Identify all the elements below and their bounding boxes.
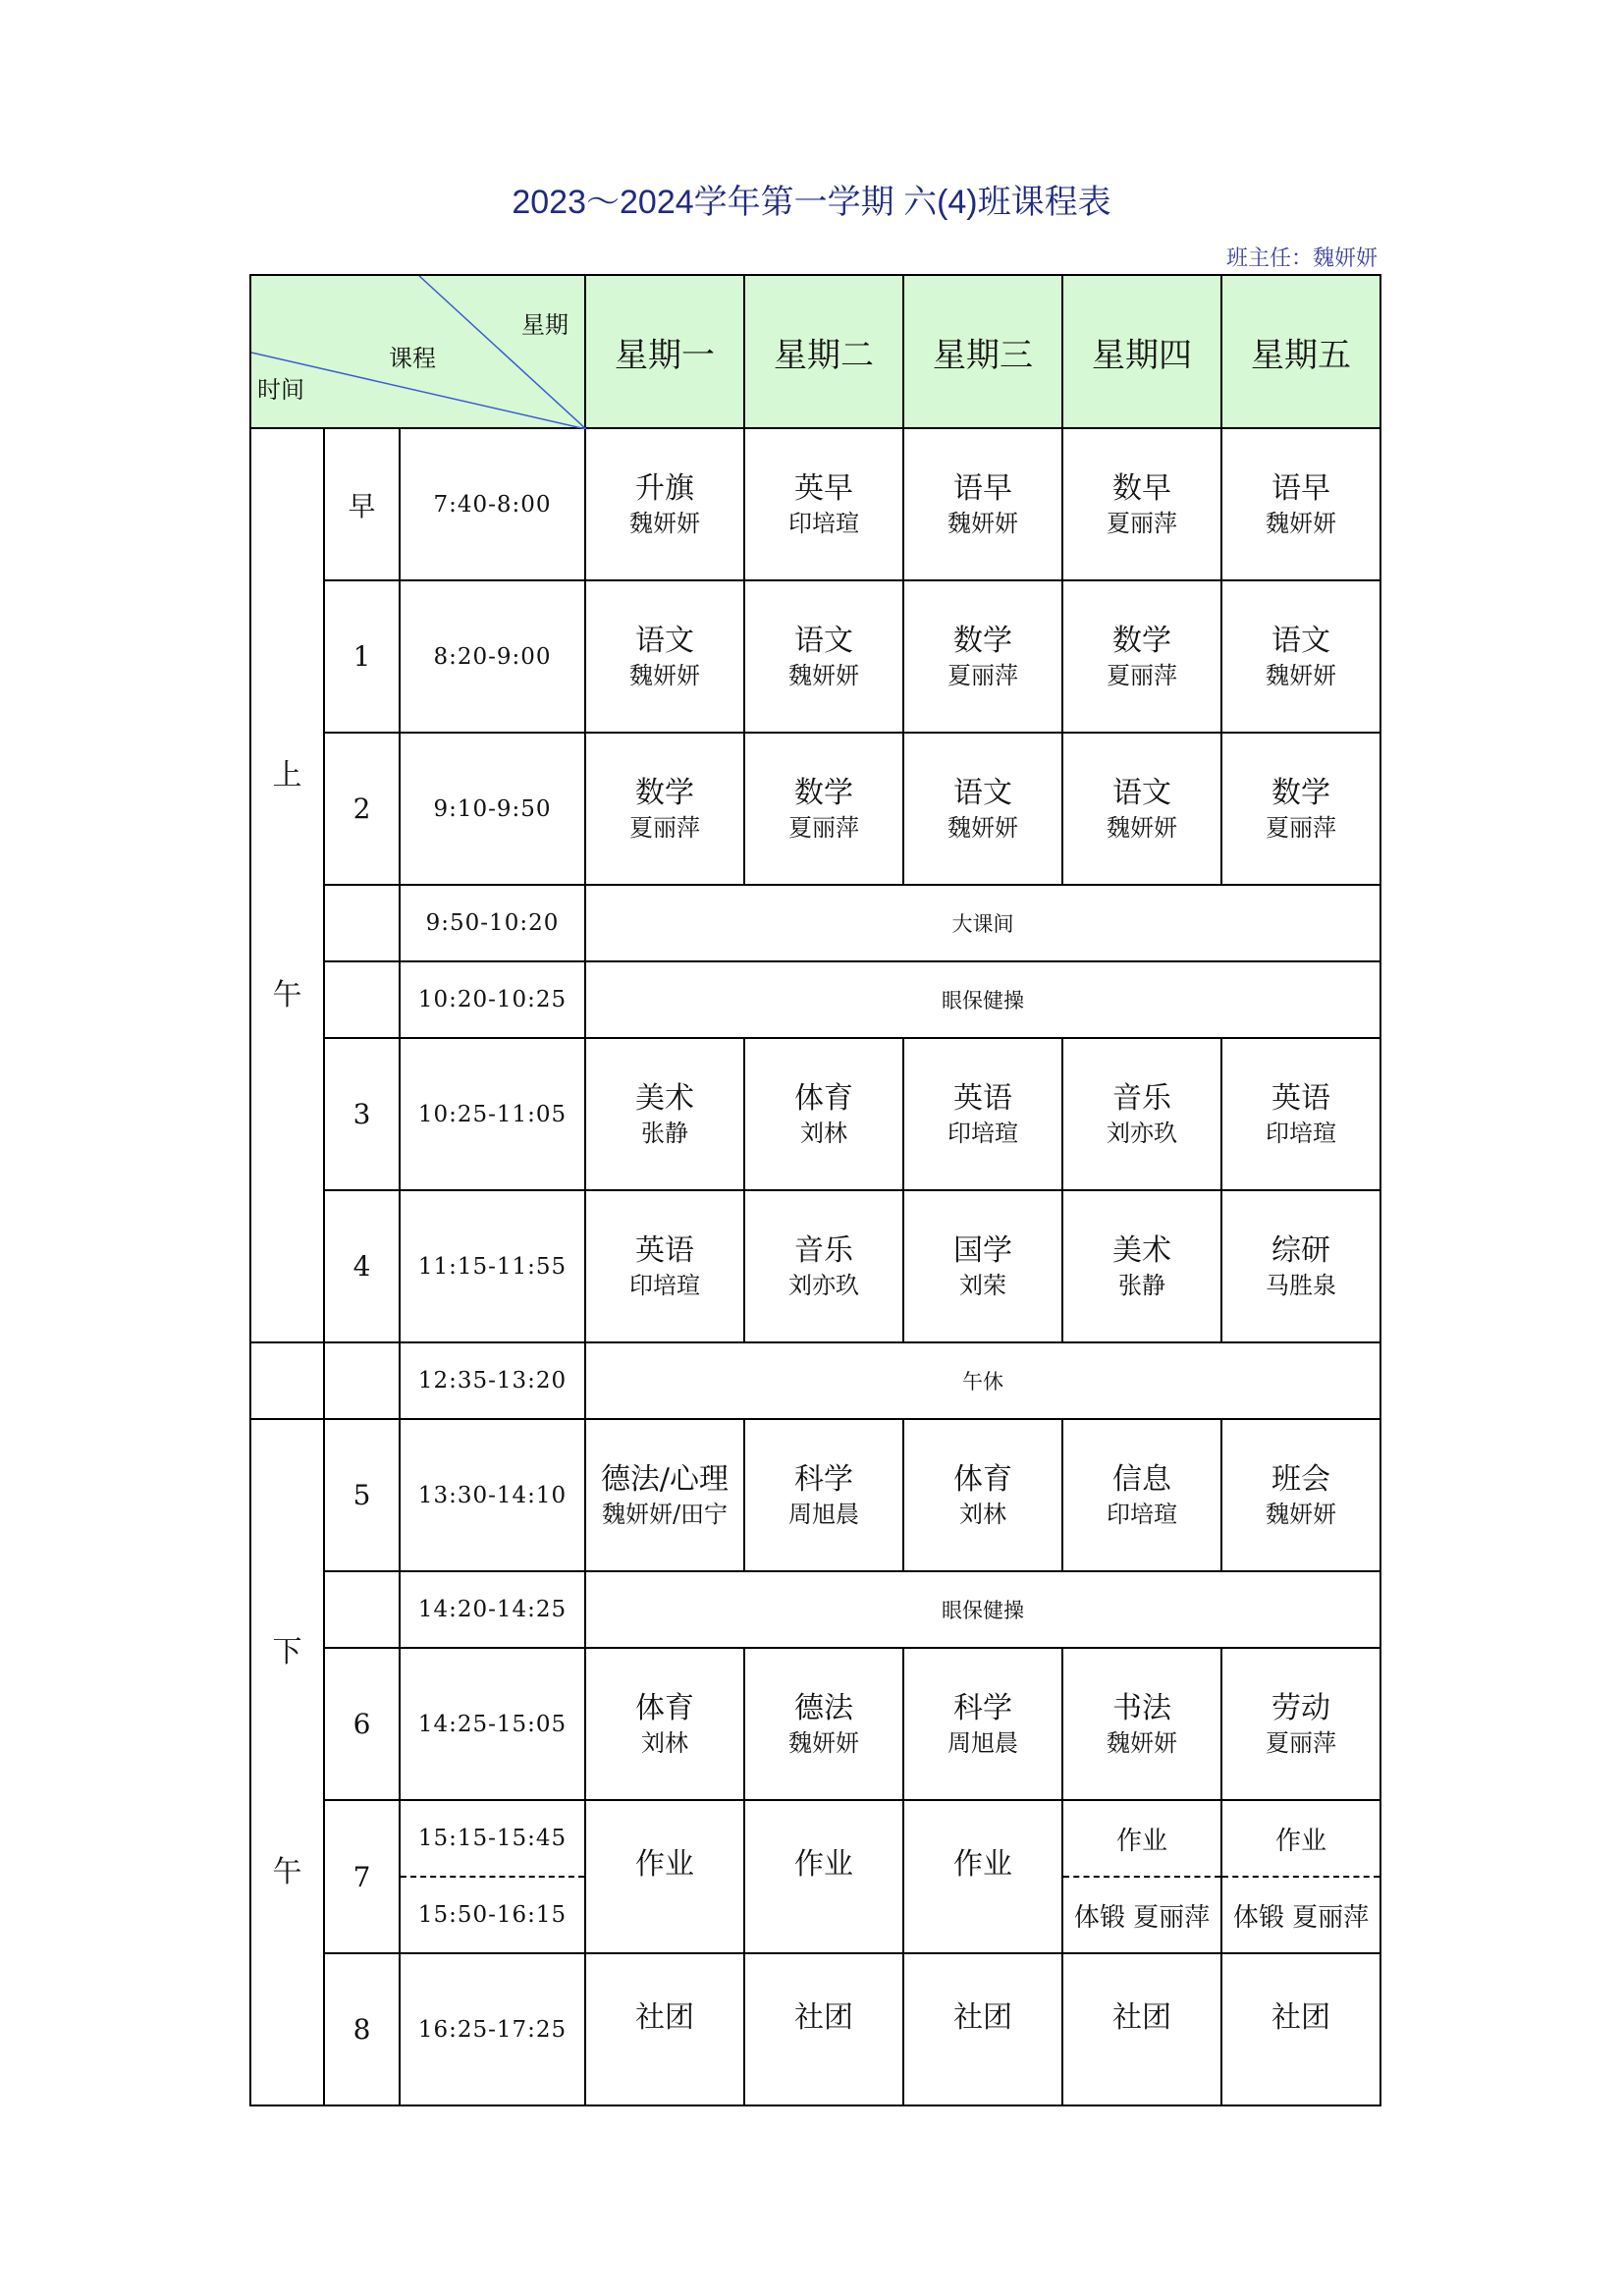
teacher: 刘林 [959,1500,1006,1528]
period-number [324,1571,400,1648]
schedule-table [249,274,1381,2106]
period-number: 3 [324,1038,400,1190]
table-row [250,961,1380,1038]
period-time: 9:50-10:20 [400,885,585,961]
subject: 数学 [953,623,1012,658]
subject: 科学 [953,1690,1012,1725]
subject: 体育 [794,1080,853,1116]
teacher: 魏妍妍/田宁 [601,1500,729,1528]
corner-header [250,275,585,428]
activity-label: 大课间 [585,885,1380,961]
subject: 德法 [794,1690,853,1725]
course-cell [585,1038,744,1190]
table-row [250,428,1380,580]
table-row [250,1190,1380,1342]
period-time: 8:20-9:00 [400,580,585,733]
teacher: 夏丽萍 [1107,661,1177,689]
day-header: 星期二 [744,275,903,428]
period-time: 13:30-14:10 [400,1419,585,1571]
subject: 体育 [635,1690,694,1725]
day-header: 星期一 [585,275,744,428]
subject: 数学 [1112,623,1171,658]
subject: 美术 [635,1080,694,1116]
course-cell [1221,1648,1380,1800]
subject: 语文 [794,623,853,658]
subject: 作业 [1063,1801,1220,1878]
course-cell [585,580,744,733]
teacher: 周旭晨 [788,1500,859,1528]
course-cell [903,1648,1062,1800]
period-number [324,961,400,1038]
course-cell [1062,1648,1221,1800]
period-time: 15:50-16:15 [417,1902,568,1928]
period-time: 7:40-8:00 [400,428,585,580]
teacher: 张静 [641,1119,688,1147]
course-cell [585,1419,744,1571]
subject: 综研 [1271,1232,1330,1268]
subject: 语早 [953,470,1012,506]
course-cell [744,1419,903,1571]
subject: 作业 [1222,1801,1380,1878]
subject: 语文 [1112,775,1171,810]
table-row [250,1571,1380,1648]
session-afternoon: 下 午 [250,1419,324,2105]
subject: 数学 [635,775,694,810]
course-cell [1062,1190,1221,1342]
period-time: 12:35-13:20 [400,1342,585,1419]
teacher: 魏妍妍 [1266,1500,1336,1528]
teacher: 魏妍妍 [788,661,859,689]
period-time: 14:20-14:25 [400,1571,585,1648]
teacher: 印培瑄 [947,1119,1018,1147]
teacher: 印培瑄 [788,509,859,537]
teacher: 周旭晨 [947,1728,1018,1757]
teacher: 夏丽萍 [947,661,1018,689]
course-cell [585,1800,744,1953]
subject: 数早 [1112,470,1171,506]
course-cell [744,1038,903,1190]
subject: 社团 [635,1999,694,2035]
course-cell-split [1221,1800,1380,1953]
period-number: 8 [324,1953,400,2105]
period-number: 早 [324,428,400,580]
course-cell [903,1038,1062,1190]
course-cell [1221,1190,1380,1342]
subject: 社团 [1112,1999,1171,2035]
day-header: 星期四 [1062,275,1221,428]
course-cell [1221,1953,1380,2105]
session-empty [250,1342,324,1419]
period-number [324,1342,400,1419]
subject: 美术 [1112,1232,1171,1268]
subject: 劳动 [1271,1690,1330,1725]
course-cell [744,1648,903,1800]
corner-weekday-label: 星期 [521,311,568,339]
course-cell [744,1953,903,2105]
activity-label: 眼保健操 [585,1571,1380,1648]
teacher: 印培瑄 [629,1271,700,1299]
teacher: 魏妍妍 [629,661,700,689]
subject: 数学 [1271,775,1330,810]
subject: 作业 [794,1847,853,1882]
course-cell [1221,580,1380,733]
teacher: 刘亦玖 [1107,1119,1177,1147]
teacher: 体锻 夏丽萍 [1073,1902,1211,1933]
session-morning: 上 午 [250,428,324,1342]
period-time: 14:25-15:05 [400,1648,585,1800]
course-cell [585,1953,744,2105]
teacher: 夏丽萍 [788,813,859,842]
course-cell [1062,733,1221,885]
teacher: 张静 [1118,1271,1165,1299]
teacher: 印培瑄 [1266,1119,1336,1147]
subject: 语文 [953,775,1012,810]
course-cell [744,580,903,733]
course-cell [585,1648,744,1800]
subject: 社团 [794,1999,853,2035]
table-row [250,1800,1380,1953]
course-cell [1062,1419,1221,1571]
course-cell [1062,1038,1221,1190]
course-cell-split [1062,1800,1221,1953]
subject: 英早 [794,470,853,506]
teacher: 魏妍妍 [629,509,700,537]
period-number: 4 [324,1190,400,1342]
header-row [250,275,1380,428]
corner-course-label: 课程 [389,345,436,372]
page-title: 2023～2024学年第一学期 六(4)班课程表 [512,184,1111,221]
subject: 英语 [1271,1080,1330,1116]
teacher: 刘林 [800,1119,847,1147]
course-cell [1221,1038,1380,1190]
period-number: 7 [324,1800,400,1953]
teacher: 魏妍妍 [1107,813,1177,842]
course-cell [744,428,903,580]
course-cell [903,580,1062,733]
course-cell [903,733,1062,885]
course-cell [1221,1419,1380,1571]
period-number: 2 [324,733,400,885]
subject: 语文 [1271,623,1330,658]
table-row [250,733,1380,885]
course-cell [903,428,1062,580]
activity-label: 午休 [585,1342,1380,1419]
subject: 科学 [794,1461,853,1497]
head-teacher: 班主任：魏妍妍 [1225,246,1378,271]
subject: 作业 [953,1847,1012,1882]
course-cell [1062,1953,1221,2105]
course-cell [1221,428,1380,580]
subject: 国学 [953,1232,1012,1268]
table-row [250,580,1380,733]
course-cell [903,1419,1062,1571]
subject: 社团 [953,1999,1012,2035]
course-cell [744,1800,903,1953]
period-time: 9:10-9:50 [400,733,585,885]
teacher: 刘亦玖 [788,1271,859,1299]
table-row [250,1342,1380,1419]
subject: 社团 [1271,1999,1330,2035]
teacher: 魏妍妍 [1266,661,1336,689]
subject: 语文 [635,623,694,658]
activity-label: 眼保健操 [585,961,1380,1038]
course-cell [585,428,744,580]
teacher: 魏妍妍 [788,1728,859,1757]
period-number: 1 [324,580,400,733]
subject: 作业 [635,1847,694,1882]
teacher: 刘荣 [959,1271,1006,1299]
teacher: 魏妍妍 [947,813,1018,842]
teacher: 马胜泉 [1266,1271,1336,1299]
subject: 升旗 [635,470,694,506]
teacher: 魏妍妍 [947,509,1018,537]
table-row [250,1953,1380,2105]
subject: 德法/心理 [600,1461,730,1497]
course-cell [744,733,903,885]
teacher: 印培瑄 [1107,1500,1177,1528]
period-number: 5 [324,1419,400,1571]
period-number: 6 [324,1648,400,1800]
table-row [250,1648,1380,1800]
teacher: 夏丽萍 [629,813,700,842]
subject: 音乐 [1112,1080,1171,1116]
course-cell [903,1800,1062,1953]
subject: 英语 [635,1232,694,1268]
corner-time-label: 时间 [257,376,304,404]
table-row [250,1419,1380,1571]
course-cell [903,1190,1062,1342]
subject: 英语 [953,1080,1012,1116]
teacher: 夏丽萍 [1266,1728,1336,1757]
course-cell [1062,428,1221,580]
subject: 音乐 [794,1232,853,1268]
subject: 班会 [1271,1461,1330,1497]
period-time: 11:15-11:55 [400,1190,585,1342]
period-time: 16:25-17:25 [400,1953,585,2105]
course-cell [585,733,744,885]
period-time-split [400,1800,585,1953]
period-time: 10:25-11:05 [400,1038,585,1190]
table-row [250,1038,1380,1190]
teacher: 魏妍妍 [1107,1728,1177,1757]
course-cell [903,1953,1062,2105]
subject: 书法 [1112,1690,1171,1725]
day-header: 星期三 [903,275,1062,428]
day-header: 星期五 [1221,275,1380,428]
subject: 信息 [1112,1461,1171,1497]
period-number [324,885,400,961]
course-cell [585,1190,744,1342]
course-cell [744,1190,903,1342]
teacher: 体锻 夏丽萍 [1232,1902,1370,1933]
period-time: 10:20-10:25 [400,961,585,1038]
teacher: 刘林 [641,1728,688,1757]
course-cell [1221,733,1380,885]
subject: 体育 [953,1461,1012,1497]
period-time: 15:15-15:45 [401,1801,584,1878]
teacher: 夏丽萍 [1266,813,1336,842]
teacher: 魏妍妍 [1266,509,1336,537]
subject: 语早 [1271,470,1330,506]
teacher: 夏丽萍 [1107,509,1177,537]
table-row [250,885,1380,961]
subject: 数学 [794,775,853,810]
course-cell [1062,580,1221,733]
